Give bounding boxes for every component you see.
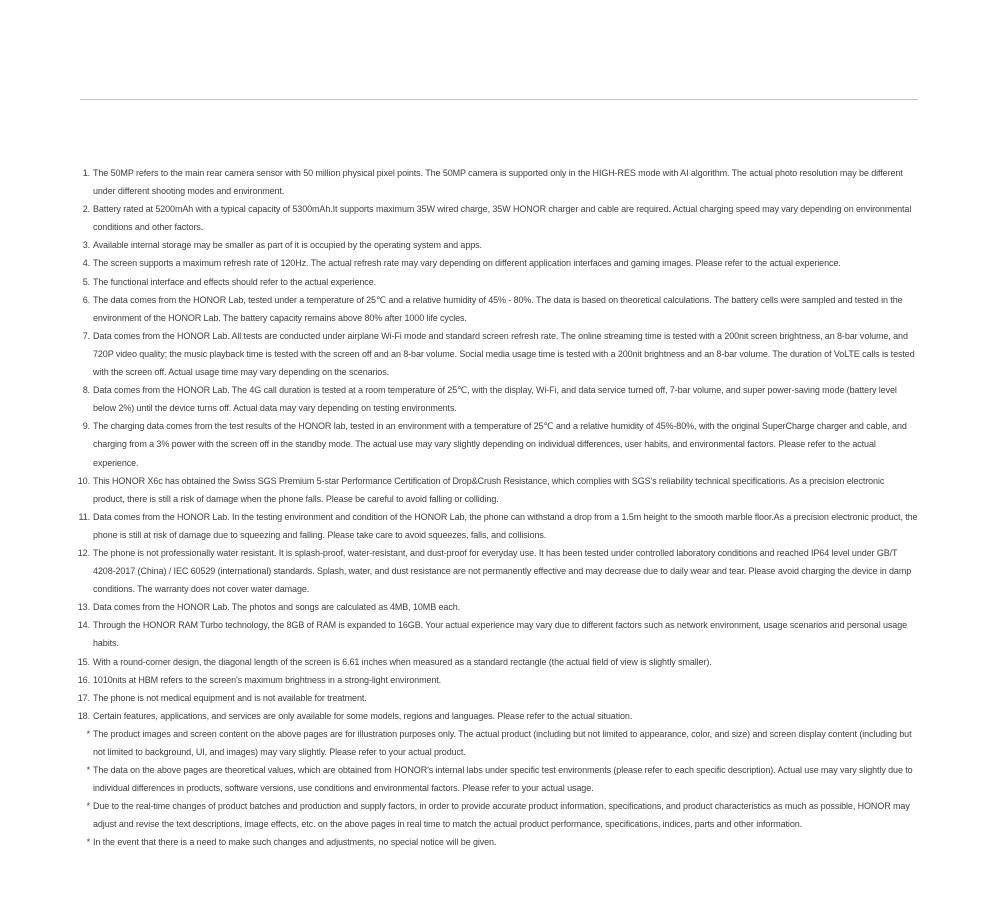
- footnote-item-13: [75, 598, 918, 616]
- footnote-number: 10.: [77, 475, 90, 486]
- footnote-number: 11.: [78, 511, 90, 522]
- footnote-text: With a round-corner design, the diagonal length of the screen is 6.61 inches when measured as a standard rectangle (the actual field of view is slightly smaller).: [93, 656, 712, 667]
- footnote-number: 2.: [82, 204, 90, 215]
- footnote-text: The 50MP refers to the main rear camera sensor with 50 million physical pixel points. The 50MP camera is supported only in the HIGH-RES mode with AI algorithm. The actual photo resolution may be different under different shooting modes and environment.: [93, 168, 903, 197]
- footnote-number: 3.: [82, 240, 90, 251]
- footnote-text: 1010nits at HBM refers to the screen's maximum brightness in a strong-light environment.: [93, 674, 442, 685]
- footnote-number: 6.: [82, 294, 90, 305]
- footnote-item-17: [75, 689, 918, 707]
- footnote-number: 17.: [77, 692, 90, 703]
- footnote-item-8: [75, 381, 918, 417]
- footnote-item-3: [75, 236, 918, 254]
- footnote-item-7: [75, 327, 918, 381]
- footnote-text: Available internal storage may be smaller as part of it is occupied by the operating system and apps.: [93, 240, 482, 251]
- footnote-item-18: [75, 707, 918, 725]
- asterisk-marker: *: [86, 801, 90, 812]
- footnote-item-9: [75, 417, 918, 471]
- disclaimer-note-2: [75, 761, 918, 797]
- footnote-text: Battery rated at 5200mAh with a typical capacity of 5300mAh.It supports maximum 35W wired charge, 35W HONOR charger and cable are required. Actual charging speed may vary depending on environmental conditions and other factors.: [93, 204, 912, 233]
- footnote-text: Through the HONOR RAM Turbo technology, the 8GB of RAM is expanded to 16GB. Your actual experience may vary due to different factors such as network environment, usage scenarios and personal usage habits.: [93, 620, 908, 649]
- footnote-text: The phone is not professionally water resistant. It is splash-proof, water-resistant, and dust-proof for everyday use. It has been tested under controlled laboratory conditions and reached IP64 level under GB/T 4208-2017 (China) / IEC 60529 (international) standards. Splash, water, and dust resistance are not permanently effective and may decrease due to daily wear and tear. Please avoid charging the device in damp conditions. The warranty does not cover water damage.: [93, 547, 912, 595]
- footnote-number: 4.: [82, 258, 90, 269]
- disclaimer-note-3: [75, 797, 918, 833]
- footnote-item-1: [75, 164, 918, 200]
- footnote-text: Data comes from the HONOR Lab. All tests are conducted under airplane Wi-Fi mode and standard screen refresh rate. The online streaming time is tested with a 200nit screen brightness, an 8-bar volume, and 720P video quality; the music playback time is tested with the screen off and an 8-bar volume. Social media usage time is tested with a 200nit brightness and an 8-bar volume. The duration of VoLTE calls is tested with the screen off. Actual usage time may vary depending on the scenarios.: [93, 330, 915, 378]
- footnote-number: 1.: [82, 168, 90, 178]
- footnote-item-14: [75, 616, 918, 652]
- footnote-item-10: [75, 472, 918, 508]
- footnote-item-12: [75, 544, 918, 598]
- footnote-item-15: [75, 653, 918, 671]
- asterisk-marker: *: [86, 728, 90, 739]
- footnote-text: The screen supports a maximum refresh rate of 120Hz. The actual refresh rate may vary depending on different application interfaces and gaming images. Please refer to the actual experience.: [93, 258, 841, 269]
- disclaimer-note-text: The data on the above pages are theoretical values, which are obtained from HONOR's internal labs under specific test environments (please refer to each specific description). Actual use may vary slightly due to individual differences in products, software versions, use conditions and environmental factors. Please refer to your actual usage.: [93, 765, 913, 794]
- footnote-item-16: [75, 671, 918, 689]
- footnote-item-5: [75, 273, 918, 291]
- footnote-item-11: [75, 508, 918, 544]
- footnote-text: Certain features, applications, and services are only available for some models, regions and languages. Please refer to the actual situation.: [93, 710, 633, 721]
- footnote-text: Data comes from the HONOR Lab. The 4G call duration is tested at a room temperature of 25℃, with the display, Wi-Fi, and data service turned off, 7-bar volume, and super power-saving mode (battery level below 2%) until the device turns off. Actual data may vary depending on testing environments.: [93, 385, 897, 414]
- footnote-text: Data comes from the HONOR Lab. The photos and songs are calculated as 4MB, 10MB each.: [93, 602, 461, 613]
- footnote-number: 5.: [82, 276, 90, 287]
- footnote-number: 9.: [82, 421, 90, 432]
- footnote-number: 12.: [77, 547, 90, 558]
- asterisk-marker: *: [86, 837, 90, 848]
- footnote-text: Data comes from the HONOR Lab. In the testing environment and condition of the HONOR Lab, the phone can withstand a drop from a 1.5m height to the smooth marble floor.As a precision electronic product, the phone is still at risk of damage due to squeezing and falling. Please take care to avoid squeezes, falls, and collisions.: [93, 511, 918, 540]
- footnote-number: 15.: [77, 656, 90, 667]
- footnote-text: The charging data comes from the test results of the HONOR lab, tested in an environment with a temperature of 25℃ and a relative humidity of 45%-80%, with the original SuperCharge charger and cable, and charging from a 3% power with the screen off in the standby mode. The actual use may vary slightly depending on individual differences, user habits, and environmental factors. Please refer to the actual experience.: [93, 421, 907, 468]
- footnote-item-2: [75, 200, 918, 236]
- footnote-text: The phone is not medical equipment and is not available for treatment.: [93, 692, 367, 703]
- footnote-number: 13.: [77, 602, 90, 613]
- disclaimer-note-1: [75, 725, 918, 761]
- footnote-number: 8.: [82, 385, 90, 396]
- disclaimer-note-text: In the event that there is a need to make such changes and adjustments, no special notice will be given.: [93, 837, 497, 848]
- disclaimer-note-text: Due to the real-time changes of product batches and production and supply factors, in order to provide accurate product information, specifications, and product characteristics as much as possible, HONOR may adjust and revise the text descriptions, image effects, etc. on the above pages in real time to match the actual product performance, specifications, indices, parts and other information.: [93, 801, 910, 830]
- footnote-number: 16.: [77, 674, 90, 685]
- footnote-text: This HONOR X6c has obtained the Swiss SGS Premium 5-star Performance Certification of Drop&Crush Resistance, which complies with SGS's reliability technical specifications. As a precision electronic product, there is still a risk of damage when the phone falls. Please be careful to avoid falling or colliding.: [93, 475, 885, 504]
- asterisk-marker: *: [86, 765, 90, 776]
- disclaimer-note-4: [75, 833, 918, 851]
- footnote-number: 18.: [77, 710, 90, 721]
- footnote-text: The data comes from the HONOR Lab, tested under a temperature of 25℃ and a relative humidity of 45% - 80%. The data is based on theoretical calculations. The battery cells were sampled and tested in the environment of the HONOR Lab. The battery capacity remains above 80% after 1000 life cycles.: [93, 294, 903, 323]
- footnote-number: 7.: [82, 330, 90, 341]
- footnote-text: The functional interface and effects should refer to the actual experience.: [93, 276, 377, 287]
- section-divider: [80, 99, 918, 100]
- disclaimer-note-text: The product images and screen content on the above pages are for illustration purposes only. The actual product (including but not limited to appearance, color, and size) and screen display content (including but not limited to background, UI, and images) may vary slightly. Please refer to your actual product.: [93, 728, 912, 757]
- footnote-number: 14.: [77, 620, 90, 631]
- footnotes-list: [75, 164, 918, 852]
- footnote-item-6: [75, 291, 918, 327]
- footnote-item-4: [75, 254, 918, 272]
